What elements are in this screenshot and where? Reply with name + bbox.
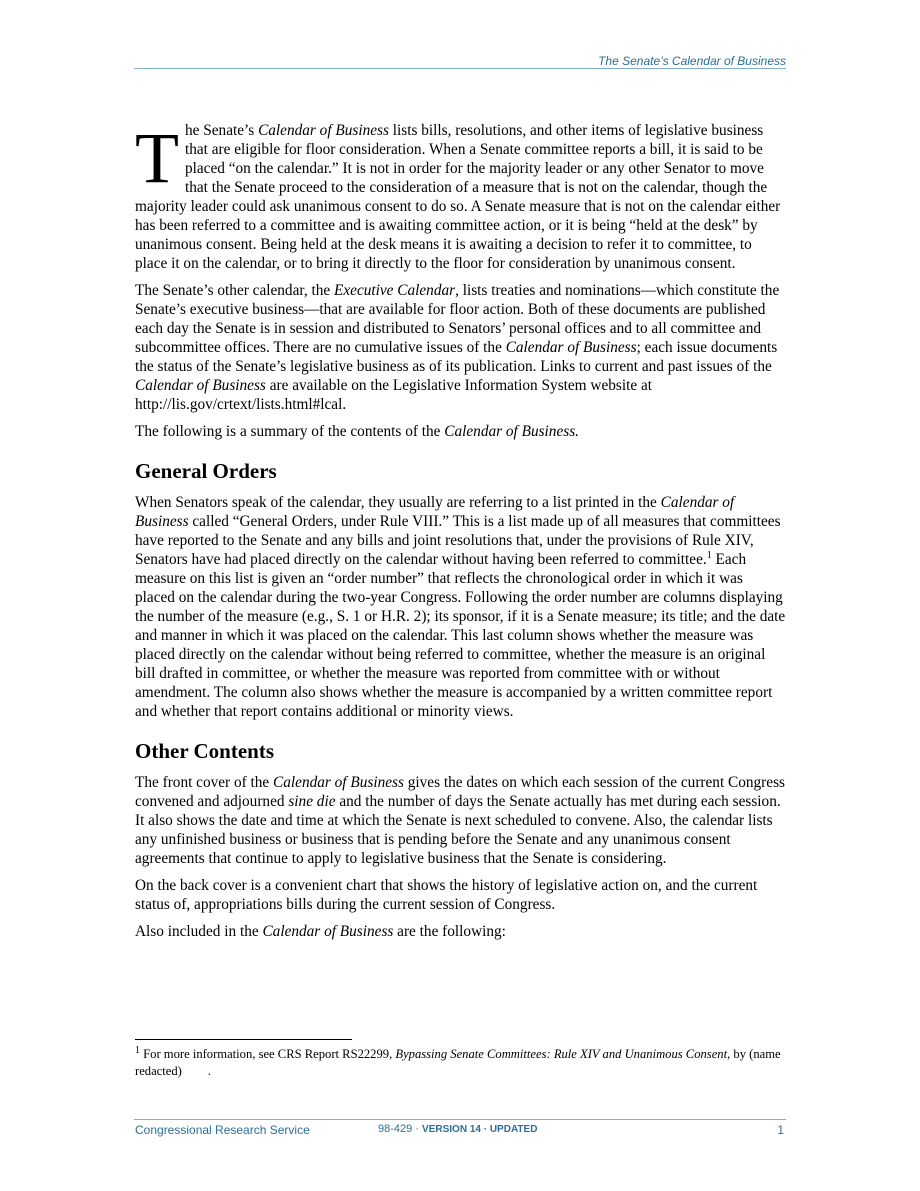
intro-paragraph-2: The Senate’s other calendar, the Executive Calendar, lists treaties and nominations—which constitute the Senate’s executive business—that are available for floor action. Both of these documents are published each day the Senate is in session and distributed to Senators’ personal offices and to all committee and subcommittee offices. There are no cumulative issues of the Calendar of Business; each issue documents the status of the Senate’s legislative business as of its publication. Links to current and past issues of the Calendar of Business are available on the Legislative Information System website at http://lis.gov/crtext/lists.html#lcal. — [135, 282, 780, 413]
other-contents-paragraph-1: The front cover of the Calendar of Business gives the dates on which each session of the current Congress convened and adjourned sine die and the number of days the Senate actually has met during each session. It also shows the date and time at which the Senate is next scheduled to convene. Also, the calendar lists any unfinished business or business that is pending before the Senate and any unanimous consent agreements that continue to apply to legislative business that the Senate is considering. — [135, 774, 785, 867]
body-text — [135, 118, 786, 949]
other-contents-paragraph-3: Also included in the Calendar of Business are the following: — [135, 923, 506, 940]
section-heading-general-orders: General Orders — [135, 459, 277, 483]
footnote-number: 1 — [135, 1044, 140, 1056]
page-number: 1 — [777, 1123, 784, 1137]
footer-rule — [134, 1119, 786, 1120]
running-header: The Senate’s Calendar of Business — [598, 54, 786, 68]
footer-publisher: Congressional Research Service — [135, 1123, 310, 1137]
intro-paragraph-3: The following is a summary of the contents of the Calendar of Business. — [135, 423, 579, 440]
redacted-name: (name redacted) — [135, 1047, 781, 1078]
section-heading-other-contents: Other Contents — [135, 739, 275, 763]
footnote-rule — [135, 1039, 352, 1040]
header-rule — [134, 68, 786, 69]
footnote: $^1$ For more information, see CRS Report RS22299, Bypassing Senate Committees: Rule XIV and Unanimous Consent, by (name redacted) . — [135, 1044, 781, 1078]
footer-version: VERSION 14 · UPDATED — [422, 1124, 538, 1135]
drop-cap: T — [135, 118, 179, 198]
other-contents-paragraph-2: On the back cover is a convenient chart that shows the history of legislative action on, and the current status of, appropriations bills during the current session of Congress. — [135, 877, 758, 913]
general-orders-paragraph: When Senators speak of the calendar, they usually are referring to a list printed in the Calendar of Business called “General Orders, under Rule VIII.” This is a list made up of all measures that committees have reported to the Senate and any bills and joint resolutions that, under the provisions of Rule XIV, Senators have had placed directly on the calendar without having been referred to committee.$^1$ Each measure on this list is given an “order number” that reflects the chronological order in which it was placed on the calendar during the two-year Congress. Following the order number are columns displaying the number of the measure (e.g., S. 1 or H.R. 2); its sponsor, if it is a Senate measure; its title; and the date and manner in which it was placed on the calendar. This last column shows whether the measure was placed directly on the calendar without being referred to committee, whether the measure is an original bill drafted in committee, or whether the measure was reported from committee with or without amendment. The column also shows whether the measure is accompanied by a written committee report and whether that report contains additional or minority views. — [135, 494, 786, 720]
footer-report-number: 98-429 · VERSION 14 · UPDATED — [378, 1123, 538, 1135]
footnote-reference[interactable]: 1 — [706, 549, 712, 561]
calendar-title-italic: Calendar of Business — [258, 122, 389, 139]
intro-paragraph-1: The Senate’s Calendar of Business lists bills, resolutions, and other items of legislative business that are eligible for floor consideration. When a Senate committee reports a bill, it is said to be placed “on the calendar.” It is not in order for the majority leader or any other Senator to move that the Senate proceed to the consideration of a measure that is not on the calendar, though the majority leader could ask unanimous consent to do so. A Senate measure that is not on the calendar either has been referred to a committee and is awaiting committee action, or it is being “held at the desk” by unanimous consent. Being held at the desk means it is awaiting a decision to refer it to committee, to place it on the calendar, or to bring it directly to the floor for consideration by unanimous consent. — [135, 118, 781, 272]
